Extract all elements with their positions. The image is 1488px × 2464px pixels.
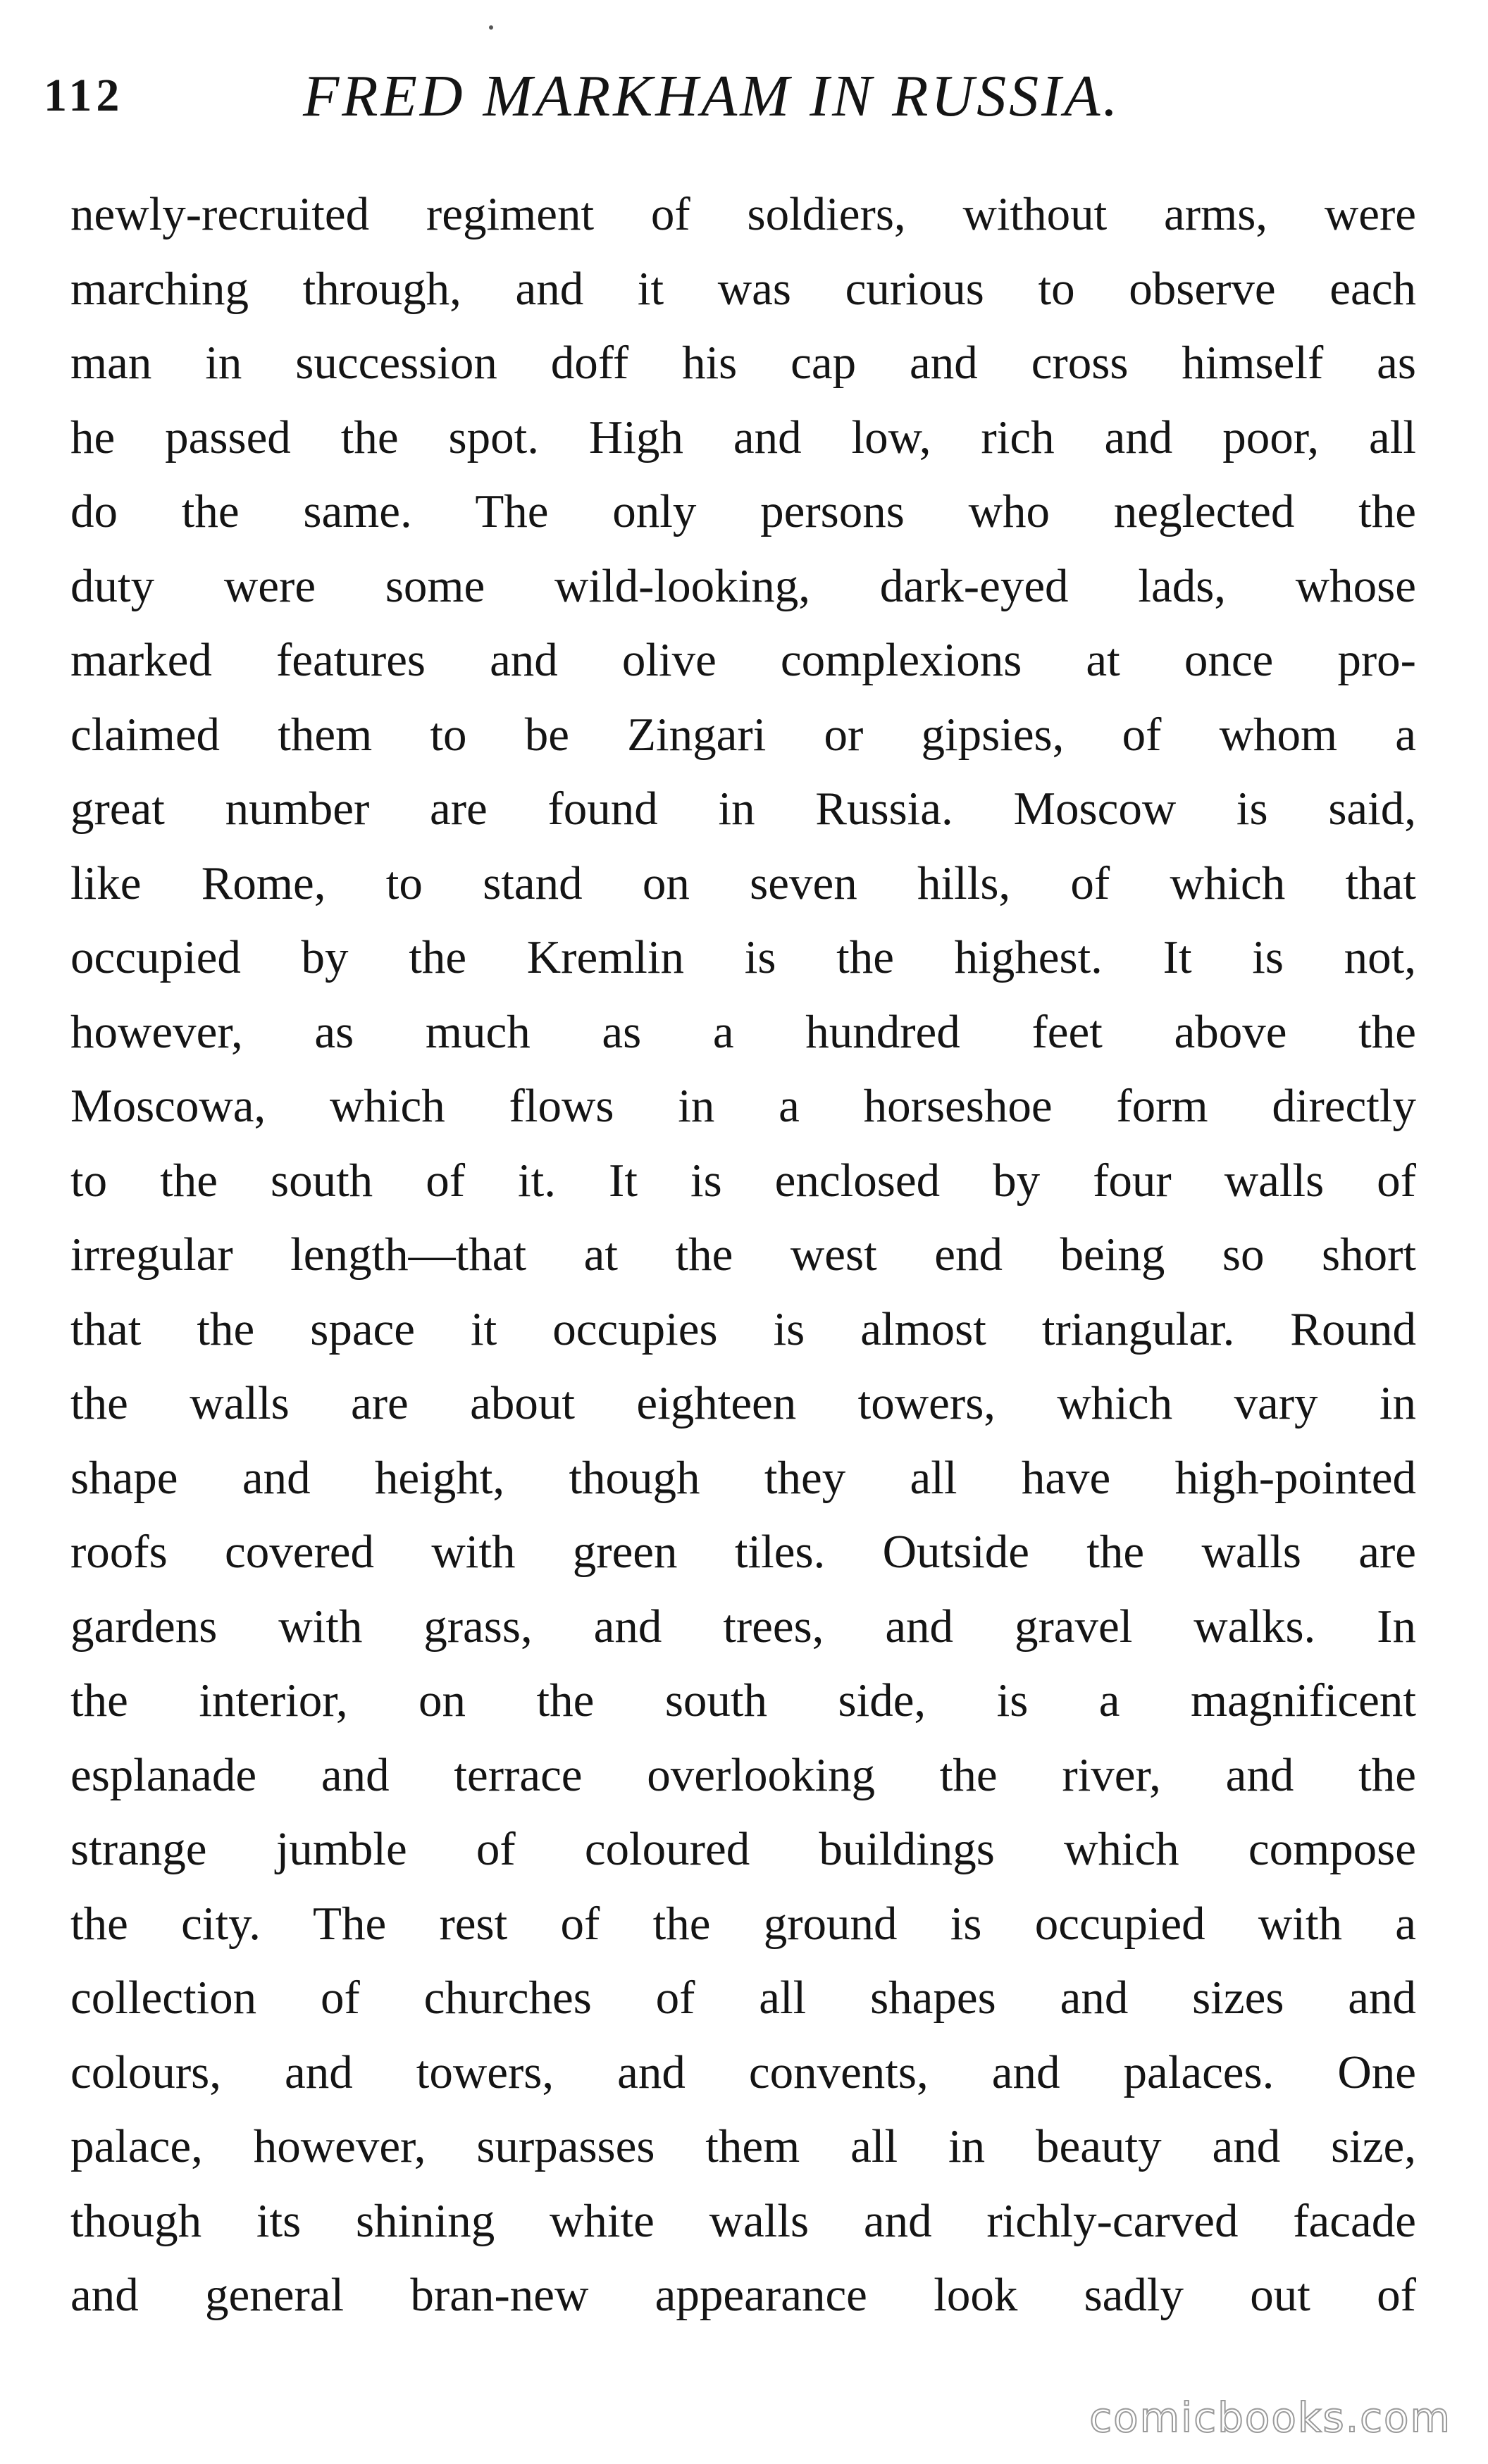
watermark: comicbooks.com (1089, 2394, 1451, 2441)
text-line: roofs covered with green tiles. Outside the walls are (70, 1526, 1416, 1578)
text-line: to the south of it. It is enclosed by four walls of (70, 1154, 1416, 1207)
text-line: like Rome, to stand on seven hills, of which that (70, 857, 1416, 909)
text-line: claimed them to be Zingari or gipsies, of whom a (70, 708, 1416, 761)
text-line: occupied by the Kremlin is the highest. It is not, (70, 931, 1416, 983)
text-line: though its shining white walls and richly-carved facade (70, 2194, 1416, 2247)
text-line: that the space it occupies is almost triangular. Round (70, 1302, 1416, 1355)
running-head: FRED MARKHAM IN RUSSIA. (303, 63, 1121, 129)
text-line: the interior, on the south side, is a magnificent (70, 1674, 1416, 1726)
text-line: man in succession doff his cap and cross himself as (70, 337, 1416, 389)
text-line: however, as much as a hundred feet above the (70, 1005, 1416, 1058)
text-line: colours, and towers, and convents, and palaces. One (70, 2046, 1416, 2098)
text-line: collection of churches of all shapes and sizes and (70, 1972, 1416, 2024)
text-line: duty were some wild-looking, dark-eyed lads, whose (70, 559, 1416, 612)
text-line: palace, however, surpasses them all in beauty and size, (70, 2120, 1416, 2172)
text-line: and general bran-new appearance look sadly out of (70, 2269, 1416, 2321)
text-line: marching through, and it was curious to observe each (70, 262, 1416, 315)
text-line: do the same. The only persons who neglected the (70, 485, 1416, 537)
text-line: irregular length—that at the west end being so short (70, 1228, 1416, 1281)
text-line: shape and height, though they all have high-pointed (70, 1451, 1416, 1504)
text-line: marked features and olive complexions at once pro- (70, 634, 1416, 686)
text-line: strange jumble of coloured buildings which compose (70, 1823, 1416, 1875)
text-line: great number are found in Russia. Moscow is said, (70, 783, 1416, 835)
body-text (70, 178, 1416, 2333)
text-line: he passed the spot. High and low, rich and poor, all (70, 411, 1416, 463)
page-number: 112 (44, 70, 124, 121)
text-line: esplanade and terrace overlooking the river, and the (70, 1748, 1416, 1801)
print-speck (489, 25, 493, 30)
text-line: gardens with grass, and trees, and gravel walks. In (70, 1600, 1416, 1653)
text-line: the walls are about eighteen towers, which vary in (70, 1377, 1416, 1429)
text-line: the city. The rest of the ground is occupied with a (70, 1897, 1416, 1950)
page-header (0, 62, 1488, 147)
text-line: Moscowa, which flows in a horseshoe form directly (70, 1080, 1416, 1132)
text-line: newly-recruited regiment of soldiers, without arms, were (70, 188, 1416, 240)
